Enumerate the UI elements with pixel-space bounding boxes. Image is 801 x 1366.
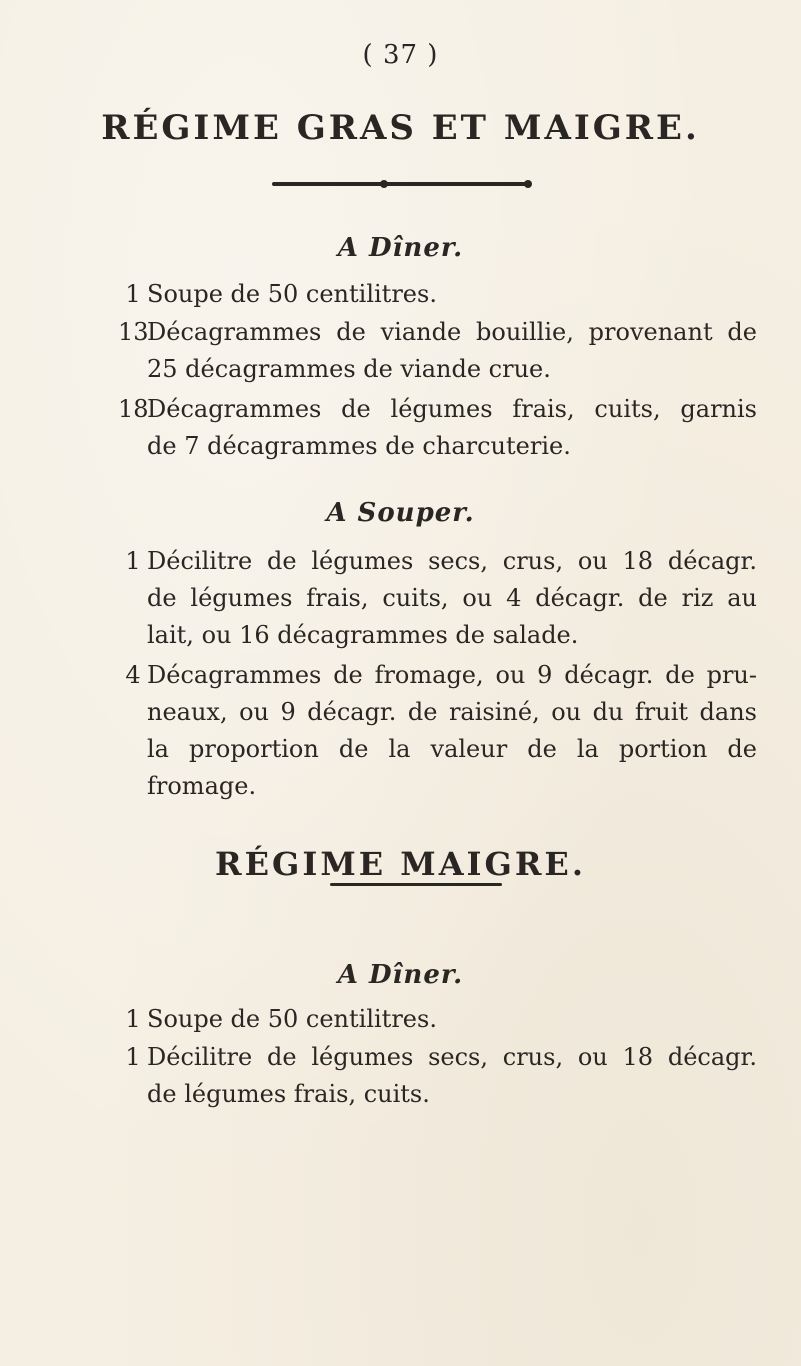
section-title-maigre: RÉGIME MAIGRE. <box>215 845 586 883</box>
item-quantity: 18 <box>118 395 149 423</box>
section-title-gras-et-maigre: RÉGIME GRAS ET MAIGRE. <box>101 108 700 148</box>
subheading-diner: A Dîner. <box>337 233 464 263</box>
item-text-line: Décagrammes de viande bouillie, provenant de <box>147 318 757 346</box>
item-quantity: 1 <box>125 280 141 308</box>
item-text-line: Décilitre de légumes secs, crus, ou 18 décagr. <box>147 1043 757 1071</box>
subheading-souper: A Souper. <box>326 498 475 528</box>
item-quantity: 1 <box>125 1043 141 1071</box>
item-text-line: la proportion de la valeur de la portion de <box>147 735 757 763</box>
item-text-line: de légumes frais, cuits, ou 4 décagr. de riz au <box>147 584 757 612</box>
item-text-line: 25 décagrammes de viande crue. <box>147 355 551 383</box>
subheading-diner: A Dîner. <box>337 960 464 990</box>
rule-dot-icon <box>524 180 532 188</box>
item-text-line: Soupe de 50 centilitres. <box>147 1005 437 1033</box>
page-number: ( 37 ) <box>362 40 439 70</box>
item-text-line: de 7 décagrammes de charcuterie. <box>147 432 571 460</box>
item-text-line: Décagrammes de fromage, ou 9 décagr. de pru- <box>147 661 757 689</box>
item-text-line: de légumes frais, cuits. <box>147 1080 430 1108</box>
item-text-line: lait, ou 16 décagrammes de salade. <box>147 621 579 649</box>
rule-dot-icon <box>380 180 388 188</box>
item-text-line: Décagrammes de légumes frais, cuits, garnis <box>147 395 757 423</box>
item-text-line: neaux, ou 9 décagr. de raisiné, ou du fruit dans <box>147 698 757 726</box>
item-quantity: 4 <box>125 661 141 689</box>
item-quantity: 13 <box>118 318 149 346</box>
decorative-rule <box>330 883 502 886</box>
item-text-line: Soupe de 50 centilitres. <box>147 280 437 308</box>
item-text-line: Décilitre de légumes secs, crus, ou 18 décagr. <box>147 547 757 575</box>
item-quantity: 1 <box>125 1005 141 1033</box>
item-quantity: 1 <box>125 547 141 575</box>
decorative-rule <box>272 182 530 186</box>
item-text-line: fromage. <box>147 772 257 800</box>
